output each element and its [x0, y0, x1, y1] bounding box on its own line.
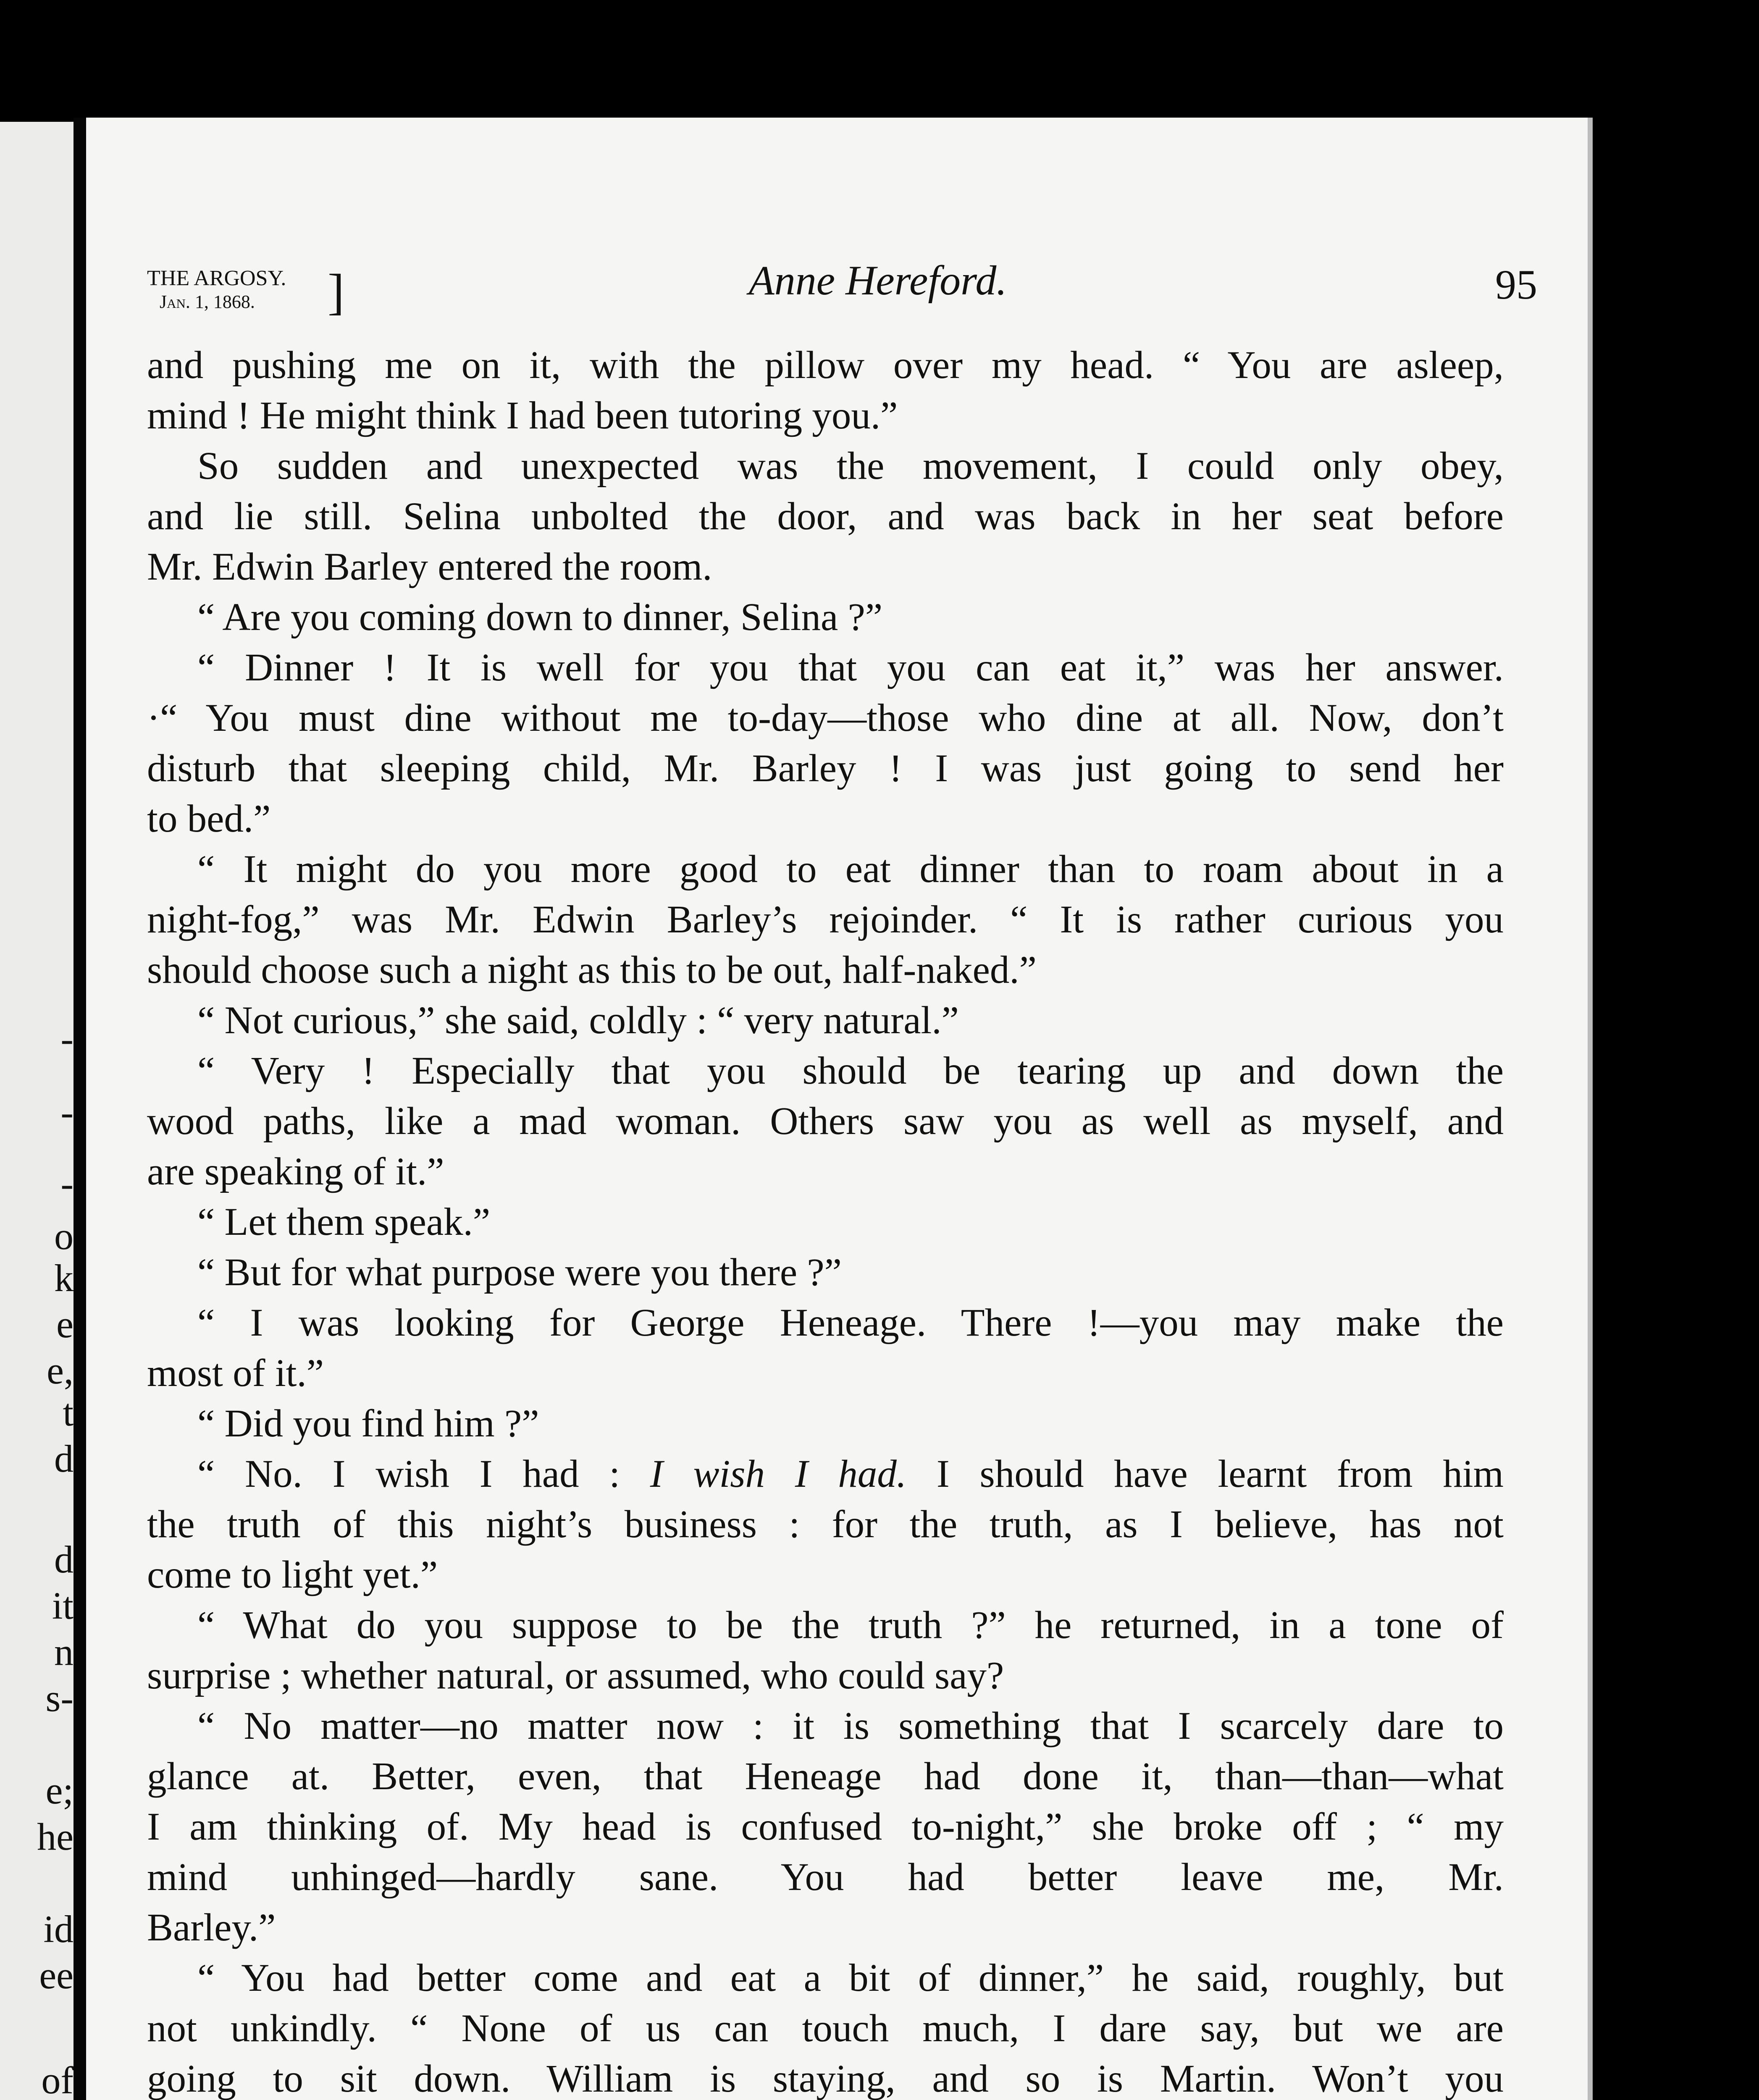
text-line: surprise ; whether natural, or assumed, who could say? — [147, 1654, 1004, 1697]
facing-page-fragment: - — [60, 1091, 74, 1134]
body-text — [147, 340, 1504, 2100]
header-bracket: ] — [328, 264, 344, 320]
book-title: Anne Hereford. — [748, 257, 1007, 304]
text-line: “ Are you coming down to dinner, Selina ?” — [197, 596, 883, 639]
text-line: “ I was looking for George Heneage. There !—you may make the — [197, 1301, 1504, 1344]
text-line: Mr. Edwin Barley entered the room. — [147, 545, 712, 588]
text-line: “ No. I wish I had : I wish I had. I should have learnt from him — [197, 1452, 1504, 1496]
facing-page-fragment: o — [54, 1215, 74, 1257]
text-line: to bed.” — [147, 797, 271, 840]
facing-page-fragment: - — [60, 1017, 74, 1060]
facing-page-fragment: id — [43, 1908, 74, 1950]
book-page — [86, 118, 1588, 2100]
page-edge-shadow — [1588, 118, 1593, 2100]
facing-page-fragment: - — [60, 1162, 74, 1205]
facing-page-fragment: of — [41, 2059, 74, 2100]
facing-page-fragment: it — [52, 1584, 74, 1627]
page-header — [147, 256, 1537, 340]
text-line: “ Did you find him ?” — [197, 1402, 539, 1445]
text-line: wood paths, like a mad woman. Others saw you as well as myself, and — [147, 1100, 1504, 1143]
text-line: most of it.” — [147, 1352, 324, 1395]
text-line: ·“ You must dine without me to-day—those who dine at all. Now, don’t — [147, 696, 1504, 740]
book-gutter — [74, 118, 86, 2100]
facing-page-fragment: e, — [47, 1349, 74, 1392]
text-line: “ But for what purpose were you there ?” — [197, 1251, 842, 1294]
text-line: night-fog,” was Mr. Edwin Barley’s rejoinder. “ It is rather curious you — [147, 898, 1504, 941]
facing-page-fragment: d — [54, 1538, 74, 1581]
text-line: glance at. Better, even, that Heneage had done it, than—than—what — [147, 1755, 1504, 1798]
text-line: “ What do you suppose to be the truth ?” he returned, in a tone of — [197, 1604, 1504, 1647]
facing-page-fragment: ee — [39, 1954, 74, 1997]
text-line: “ Not curious,” she said, coldly : “ very natural.” — [197, 999, 959, 1042]
text-line: “ No matter—no matter now : it is something that I scarcely dare to — [197, 1704, 1504, 1748]
text-line: mind ! He might think I had been tutoring you.” — [147, 394, 898, 437]
text-line: mind unhinged—hardly sane. You had better leave me, Mr. — [147, 1856, 1504, 1899]
text-line: “ Let them speak.” — [197, 1200, 491, 1244]
journal-name: THE ARGOSY. — [147, 266, 286, 290]
text-line: Barley.” — [147, 1906, 276, 1949]
facing-page-fragment: n — [54, 1630, 74, 1673]
facing-page-fragment: he — [37, 1815, 74, 1858]
facing-page-fragment: k — [54, 1257, 74, 1299]
text-line: and pushing me on it, with the pillow over my head. “ You are asleep, — [147, 344, 1504, 387]
text-line: I am thinking of. My head is confused to-night,” she broke off ; “ my — [147, 1805, 1504, 1848]
text-line: should choose such a night as this to be out, half-naked.” — [147, 948, 1037, 992]
text-line: and lie still. Selina unbolted the door, and was back in her seat before — [147, 495, 1504, 538]
facing-page-fragment: t — [63, 1391, 74, 1434]
facing-page-fragment: d — [54, 1437, 74, 1480]
text-line: going to sit down. William is staying, and so is Martin. Won’t you — [147, 2057, 1504, 2100]
text-line: “ Dinner ! It is well for you that you can eat it,” was her answer. — [197, 646, 1504, 689]
facing-page-edge — [0, 122, 74, 2100]
text-line: “ You had better come and eat a bit of dinner,” he said, roughly, but — [197, 1956, 1504, 2000]
facing-page-fragment: e; — [45, 1769, 74, 1812]
facing-page-fragment: e — [56, 1303, 74, 1346]
emphasis-text: I wish I had. — [650, 1452, 907, 1496]
text-line: not unkindly. “ None of us can touch much, I dare say, but we are — [147, 2007, 1504, 2050]
issue-date: Jan. 1, 1868. — [160, 291, 255, 312]
text-line: So sudden and unexpected was the movement, I could only obey, — [197, 444, 1504, 488]
page-number: 95 — [1495, 261, 1537, 308]
facing-page-fragment: s- — [45, 1677, 74, 1719]
text-line: are speaking of it.” — [147, 1150, 444, 1193]
text-line: come to light yet.” — [147, 1553, 438, 1596]
text-line: disturb that sleeping child, Mr. Barley ! I was just going to send her — [147, 747, 1504, 790]
text-line: “ It might do you more good to eat dinner than to roam about in a — [197, 848, 1504, 891]
text-line: the truth of this night’s business : for the truth, as I believe, has not — [147, 1503, 1504, 1546]
text-line: “ Very ! Especially that you should be tearing up and down the — [197, 1049, 1504, 1092]
